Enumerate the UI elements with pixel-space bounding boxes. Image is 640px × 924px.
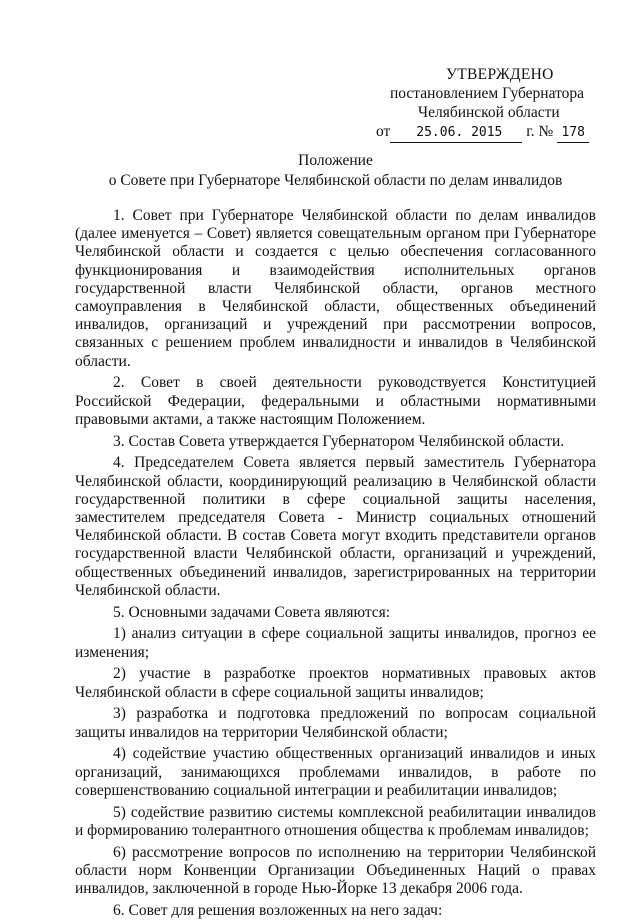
- paragraph: 1) анализ ситуации в сфере социальной защиты инвалидов, прогноз ее изменения;: [75, 625, 596, 661]
- paragraph: 6) рассмотрение вопросов по исполнению на территории Челябинской области норм Конвенции Организации Объединенных Наций о правах инвалидов, заключенной в городе Нью-Йорке 13 декабря 2006 года.: [75, 843, 596, 898]
- document-body: [75, 207, 596, 924]
- title-line-1: Положение: [298, 152, 373, 169]
- title-line-2: о Совете при Губернаторе Челябинской области по делам инвалидов: [108, 171, 563, 189]
- paragraph: 5) содействие развитию системы комплексной реабилитации инвалидов и формированию толерантного отношения общества к проблемам инвалидов;: [75, 803, 596, 839]
- approval-date-line: [376, 122, 596, 143]
- approval-issuer: постановлением Губернатора: [390, 85, 585, 102]
- approval-number-prefix: г. №: [526, 123, 554, 140]
- approval-stamp: [376, 65, 596, 143]
- approval-heading: УТВЕРЖДЕНО: [446, 66, 554, 83]
- paragraph: 5. Основными задачами Совета являются:: [113, 603, 391, 621]
- paragraph: 4. Председателем Совета является первый заместитель Губернатора Челябинской области, координирующий реализацию в Челябинской области государственной политики в сфере социальной защиты населения, заместителем председателя Совета - Министр социальных отношений Челябинской области. В состав Совета могут входить представители органов государственной власти Челябинской области, организаций и учреждений, общественных объединений инвалидов, зарегистрированных на территории Челябинской области.: [75, 454, 596, 599]
- paragraph: 1. Совет при Губернаторе Челябинской области по делам инвалидов (далее именуется – Совет) является совещательным органом при Губернаторе Челябинской области и создается с целью обеспечения согласованного функционирования и взаимодействия исполнительных органов государственной власти Челябинской области, органов местного самоуправления в Челябинской области, общественных объединений инвалидов, организаций и учреждений при рассмотрении вопросов, связанных с решением проблем инвалидности и инвалидов в Челябинской области.: [75, 207, 596, 370]
- approval-date: 25.06. 2015: [390, 123, 522, 143]
- paragraph: 2) участие в разработке проектов нормативных правовых актов Челябинской области в сфере социальной защиты инвалидов;: [75, 665, 596, 701]
- paragraph: 3. Состав Совета утверждается Губернатором Челябинской области.: [113, 432, 565, 450]
- paragraph: 6. Совет для решения возложенных на него задач:: [113, 901, 443, 919]
- approval-number: 178: [557, 123, 589, 143]
- approval-date-prefix: от: [376, 123, 391, 140]
- document-title: [75, 151, 596, 190]
- paragraph: 3) разработка и подготовка предложений по вопросам социальной защиты инвалидов на территории Челябинской области;: [75, 705, 596, 741]
- approval-region: Челябинской области: [418, 104, 560, 121]
- paragraph: 4) содействие участию общественных организаций инвалидов и иных организаций, занимающихся проблемами инвалидов, в работе по совершенствованию социальной интеграции и реабилитации инвалидов;: [75, 745, 596, 799]
- paragraph: 2. Совет в своей деятельности руководствуется Конституцией Российской Федерации, федеральными и областными нормативными правовыми актами, а также настоящим Положением.: [75, 374, 596, 428]
